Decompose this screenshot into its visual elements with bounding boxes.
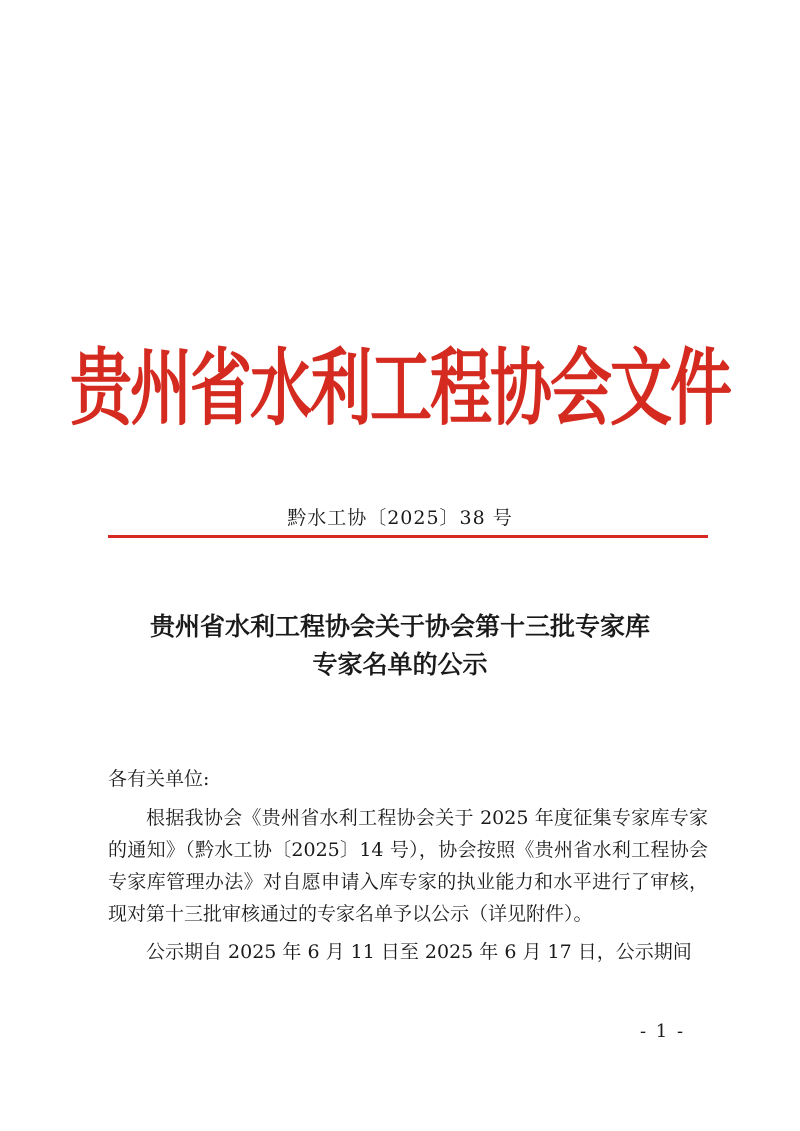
- body-paragraph-2: 公示期自 2025 年 6 月 11 日至 2025 年 6 月 17 日，公示期间: [146, 941, 692, 963]
- notice-title-line-1: 贵州省水利工程协会关于协会第十三批专家库: [149, 612, 650, 641]
- body-paragraph-1: 根据我协会《贵州省水利工程协会关于 2025 年度征集专家库专家的通知》（黔水工协〔2025〕14 号），协会按照《贵州省水利工程协会专家库管理办法》对自愿申请入库专家的执业能力和水平进行了审核，现对第十三批审核通过的专家名单予以公示（详见附件）。: [108, 807, 708, 925]
- body-text: [108, 802, 708, 968]
- document-number: 黔水工协〔2025〕38 号: [287, 507, 513, 529]
- red-divider-line: [108, 535, 708, 538]
- notice-title: [100, 608, 700, 684]
- notice-title-line-2: 专家名单的公示: [312, 650, 488, 679]
- salutation: 各有关单位:: [108, 768, 210, 790]
- document-header-title: 贵州省水利工程协会文件: [69, 338, 730, 438]
- page-number: - 1 -: [640, 1021, 686, 1042]
